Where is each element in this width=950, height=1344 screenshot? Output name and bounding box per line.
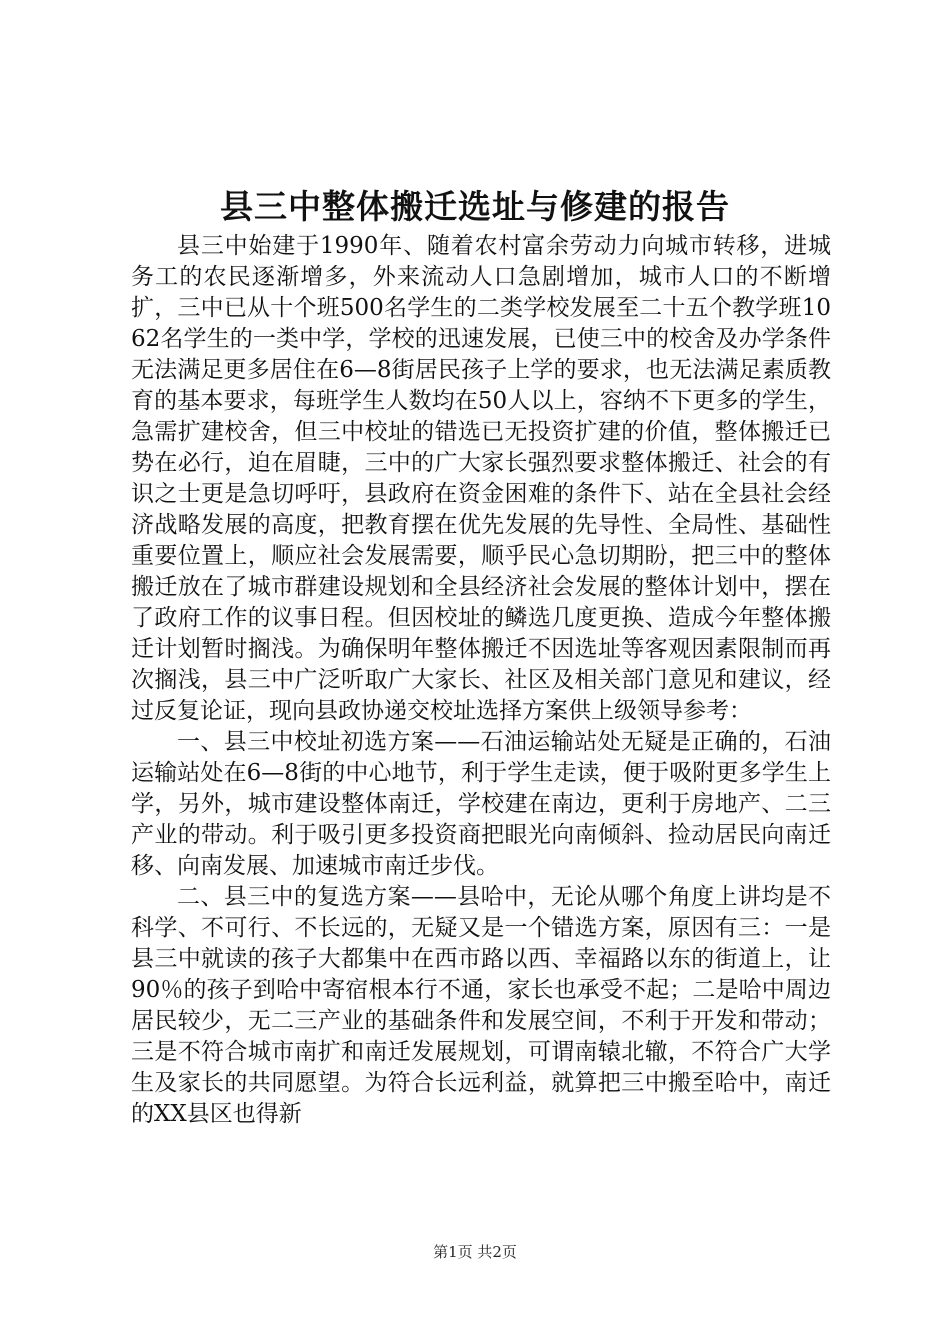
page-number: 第1页 共2页 — [433, 1243, 517, 1261]
paragraph-option-two: 二、县三中的复选方案——县哈中，无论从哪个角度上讲均是不科学、不可行、不长远的，无疑又是一个错选方案，原因有三：一是县三中就读的孩子大都集中在西市路以西、幸福路以东的街道上，让90％的孩子到哈中寄宿根本行不通，家长也承受不起；二是哈中周边居民较少，无二三产业的基础条件和发展空间，不利于开发和带动；三是不符合城市南扩和南迁发展规划，可谓南辕北辙，不符合广大学生及家长的共同愿望。为符合长远利益，就算把三中搬至哈中，南迁的XX县区也得新 — [131, 884, 831, 1127]
paragraph-intro: 县三中始建于1990年、随着农村富余劳动力向城市转移，进城务工的农民逐渐增多，外来流动人口急剧增加，城市人口的不断增扩，三中已从十个班500名学生的二类学校发展至二十五个教学班1062名学生的一类中学，学校的迅速发展，已使三中的校舍及办学条件无法满足更多居住在6—8街居民孩子上学的要求，也无法满足素质教育的基本要求，每班学生人数均在50人以上，容纳不下更多的学生，急需扩建校舍，但三中校址的错选已无投资扩建的价值，整体搬迁已势在必行，迫在眉睫，三中的广大家长强烈要求整体搬迁、社会的有识之士更是急切呼吁，县政府在资金困难的条件下、站在全县社会经济战略发展的高度，把教育摆在优先发展的先导性、全局性、基础性重要位置上，顺应社会发展需要，顺乎民心急切期盼，把三中的整体搬迁放在了城市群建设规划和全县经济社会发展的整体计划中，摆在了政府工作的议事日程。但因校址的鳞选几度更换、造成今年整体搬迁计划暂时搁浅。为确保明年整体搬迁不因选址等客观因素限制而再次搁浅，县三中广泛听取广大家长、社区及相关部门意见和建议，经过反复论证，现向县政协递交校址选择方案供上级领导参考： — [131, 233, 831, 724]
document-body — [131, 231, 831, 1130]
paragraph-option-one: 一、县三中校址初选方案——石油运输站处无疑是正确的，石油运输站处在6—8街的中心地节，利于学生走读，便于吸附更多学生上学，另外，城市建设整体南迁，学校建在南边，更利于房地产、二三产业的带动。利于吸引更多投资商把眼光向南倾斜、捡动居民向南迁移、向南发展、加速城市南迁步伐。 — [131, 729, 831, 879]
document-title: 县三中整体搬迁选址与修建的报告 — [220, 187, 730, 226]
